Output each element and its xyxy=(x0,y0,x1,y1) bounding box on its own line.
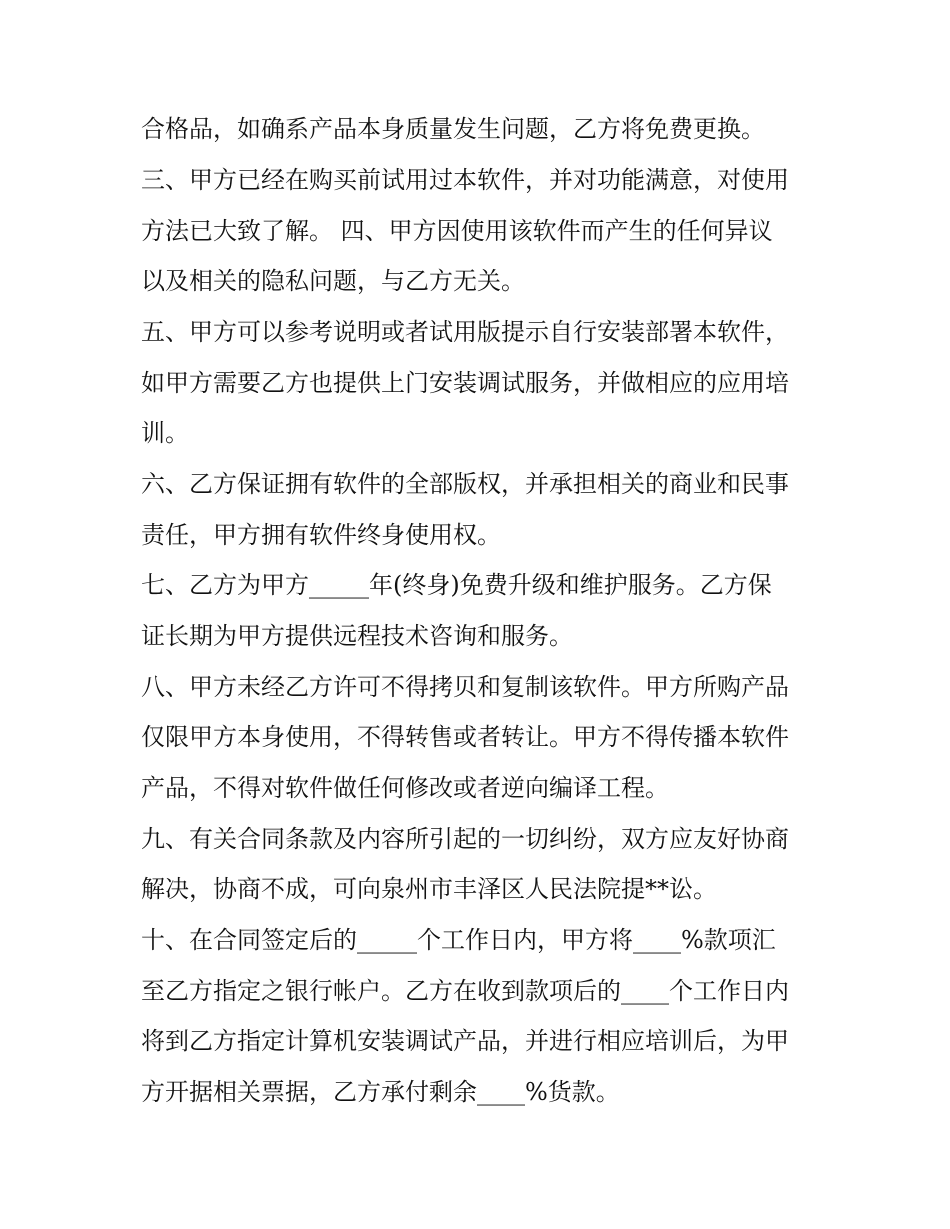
text-line: 九、有关合同条款及内容所引起的一切纠纷，双方应友好协商 xyxy=(141,825,789,853)
text-line: 训。 xyxy=(141,419,189,447)
text-line: 将到乙方指定计算机安装调试产品，并进行相应培训后，为甲 xyxy=(141,1027,789,1055)
text-line: 合格品，如确系产品本身质量发生问题，乙方将免费更换。 xyxy=(141,115,765,143)
text-line: 八、甲方未经乙方许可不得拷贝和复制该软件。甲方所购产品 xyxy=(141,673,789,701)
text-line: 方法已大致了解。 四、甲方因使用该软件而产生的任何异议 xyxy=(141,217,773,245)
text-line: 仅限甲方本身使用，不得转售或者转让。甲方不得传播本软件 xyxy=(141,723,789,751)
text-line: 七、乙方为甲方_____年(终身)免费升级和维护服务。乙方保 xyxy=(141,571,772,599)
text-line: 如甲方需要乙方也提供上门安装调试服务，并做相应的应用培 xyxy=(141,369,789,397)
text-line: 十、在合同签定后的_____个工作日内，甲方将____%款项汇 xyxy=(141,926,776,954)
text-line: 以及相关的隐私问题，与乙方无关。 xyxy=(141,267,525,295)
text-line: 证长期为甲方提供远程技术咨询和服务。 xyxy=(141,622,573,650)
text-line: 三、甲方已经在购买前试用过本软件，并对功能满意，对使用 xyxy=(141,166,789,194)
text-line: 至乙方指定之银行帐户。乙方在收到款项后的____个工作日内 xyxy=(141,977,789,1005)
text-line: 产品，不得对软件做任何修改或者逆向编译工程。 xyxy=(141,774,669,802)
text-line: 方开据相关票据，乙方承付剩余____%货款。 xyxy=(141,1078,620,1106)
text-line: 责任，甲方拥有软件终身使用权。 xyxy=(141,521,501,549)
text-line: 五、甲方可以参考说明或者试用版提示自行安装部署本软件， xyxy=(141,318,789,346)
text-line: 六、乙方保证拥有软件的全部版权，并承担相关的商业和民事 xyxy=(141,470,789,498)
text-line: 解决，协商不成，可向泉州市丰泽区人民法院提**讼。 xyxy=(141,875,717,903)
